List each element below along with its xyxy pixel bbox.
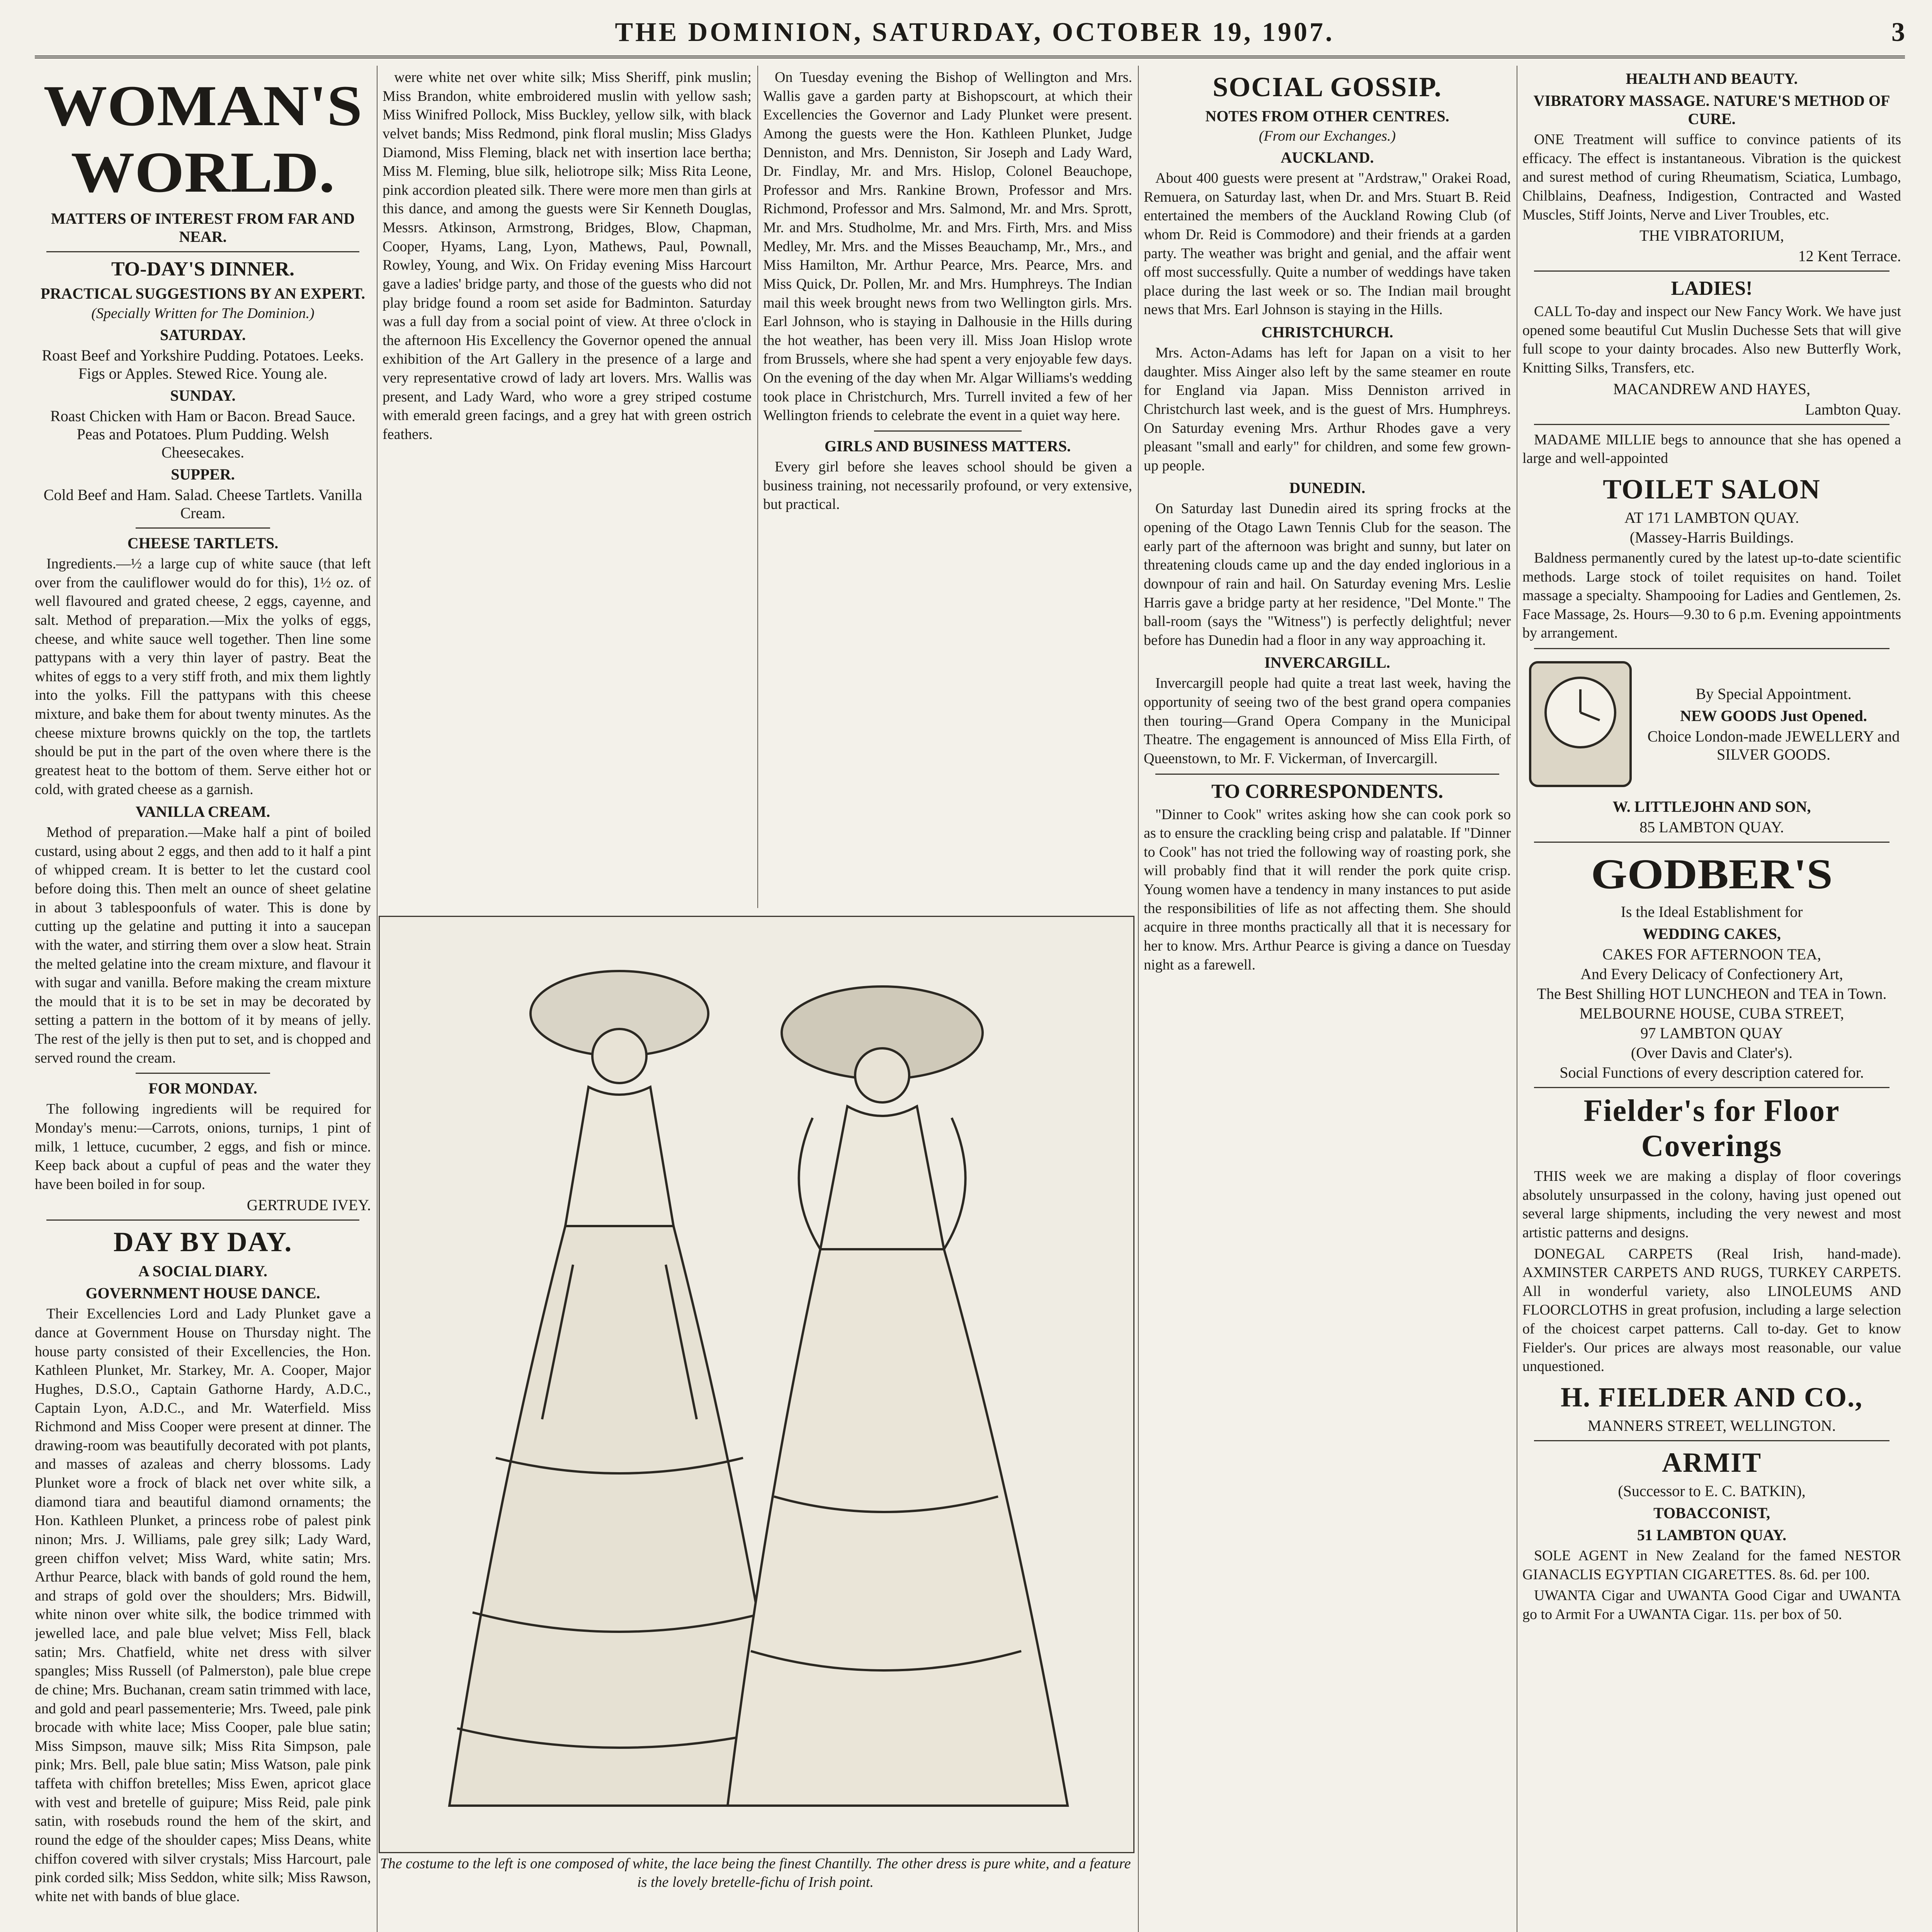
ad-text: Social Functions of every description catered for.	[1560, 1064, 1864, 1081]
ad-title: GODBER'S	[1591, 850, 1833, 898]
ad-address: MELBOURNE HOUSE, CUBA STREET,	[1579, 1005, 1844, 1022]
ad-text: Is the Ideal Establishment for	[1621, 903, 1803, 920]
fashion-illustration	[379, 916, 1134, 1853]
article-text: Mrs. Acton-Adams has left for Japan on a visit to her daughter. Miss Ainger also left by the same steamer en route for England via Japan. Miss Denniston arrived in Christchurch last week, and is the guest of Mrs. Humphreys. On Saturday evening Mrs. Arthur Rhodes gave a very pleasant "small and early" for children, and some few grown-up people.	[1144, 345, 1511, 474]
article-heading: GIRLS AND BUSINESS MATTERS.	[824, 437, 1071, 455]
column-rule	[377, 66, 378, 1932]
article-text: Invercargill people had quite a treat last week, having the opportunity of seeing two of the best grand opera companies then touring—Grand Opera Company in the Municipal Theatre. The engagement is announced of Miss Ella Firth, of Queenstown, to Mr. F. Vickerman, of Invercargill.	[1144, 675, 1511, 767]
ad-address: 12 Kent Terrace.	[1798, 247, 1901, 265]
ad-note: (Massey-Harris Buildings.	[1629, 528, 1794, 546]
ad-name: H. FIELDER AND CO.,	[1560, 1381, 1863, 1413]
ad-text: MADAME MILLIE begs to announce that she has opened a large and well-appointed	[1522, 431, 1901, 467]
article-subheading: NOTES FROM OTHER CENTRES.	[1205, 107, 1449, 125]
ad-text: SOLE AGENT in New Zealand for the famed NESTOR GIANACLIS EGYPTIAN CIGARETTES. 8s. 6d. per 100.	[1522, 1547, 1901, 1583]
ad-title: NEW GOODS Just Opened.	[1680, 707, 1867, 724]
article-section: GOVERNMENT HOUSE DANCE.	[85, 1284, 320, 1302]
city-label: DUNEDIN.	[1289, 479, 1366, 497]
ad-text: Baldness permanently cured by the latest up-to-date scientific methods. Large stock of toilet requisites on hand. Toilet massage a specialty. Shampooing for Ladies and Gentlemen, 2s. Face Massage, 2s. Hours—9.30 to 6 p.m. Evening appointments by arrangement.	[1522, 549, 1901, 641]
article-text: were white net over white silk; Miss Sheriff, pink muslin; Miss Brandon, white embroidered muslin with yellow sash; Miss Winifred Pollock, Miss Buckley, yellow silk, with black velvet bands; Miss Redmond, pink floral muslin; Miss Gladys Diamond, Miss Fleming, black net with insertion lace bertha; Miss M. Fleming, blue silk, heliotrope silk; Miss Rita Leone, pink accordion pleated silk. There were more men than girls at this dance, and among the guests were Sir Kenneth Douglas, Messrs. Atkinson, Armstrong, Bridges, Blow, Chapman, Cooper, Hyams, Lang, Lyon, Mathews, Paul, Pownall, Rowley, Young, and Wix. On Friday evening Miss Harcourt gave a ladies' bridge party, and those of the guests who did not play bridge found a room set aside for Badminton. Saturday was a full day from a social point of view. At three o'clock in the afternoon His Excellency the Governor opened the annual exhibition of the Art Gallery in the presence of a large and very representative crowd of lady art lovers. Mrs. Wallis was present, and Lady Ward, who wore a grey striped costume with emerald green facings, and a grey hat with green ostrich feathers.	[383, 69, 752, 442]
ad-title: ARMIT	[1662, 1447, 1762, 1478]
recipe-text: Ingredients.—½ a large cup of white sauce (that left over from the cauliflower would do for this), 1½ oz. of well flavoured and grated cheese, 2 eggs, cayenne, and salt. Method of preparation.—Mix the yolks of eggs, cheese, and white sauce well together. Then line some pattypans with a very thin layer of pastry. Beat the whites of eggs to a very stiff froth, and mix them lightly into the yolks. Fill the pattypans with this cheese mixture, and bake them for about twenty minutes. As the cheese mixture browns quickly on the top, the tartlets should be put in the part of the oven where there is the greatest heat to the bottom of them. Serve either hot or cold, with grated cheese as a garnish.	[35, 556, 371, 798]
ad-text: WEDDING CAKES,	[1643, 925, 1781, 942]
menu-text: Cold Beef and Ham. Salad. Cheese Tartlets. Vanilla Cream.	[43, 486, 362, 522]
ad-title: TOILET SALON	[1603, 473, 1821, 505]
article-heading: TO CORRESPONDENTS.	[1211, 780, 1444, 803]
column-rule	[1138, 66, 1139, 1932]
recipe-heading: CHEESE TARTLETS.	[127, 534, 279, 552]
ad-name: W. LITTLEJOHN AND SON,	[1612, 798, 1811, 815]
article-heading: TO-DAY'S DINNER.	[111, 258, 294, 280]
menu-label: SATURDAY.	[160, 326, 246, 344]
column-art-exhibition	[383, 1928, 1132, 1932]
ad-text: CALL To-day and inspect our New Fancy Work. We have just opened some beautiful Cut Muslin Duchesse Sets that will give full scope to your dainty brocades. Also new Butterfly Work, Knitting Silks, Transfers, etc.	[1522, 303, 1901, 376]
clock-icon	[1522, 655, 1638, 794]
ad-text: (Successor to E. C. BATKIN),	[1618, 1482, 1806, 1500]
article-text: About 400 guests were present at "Ardstraw," Orakei Road, Remuera, on Saturday last, when Dr. and Mrs. Stuart B. Reid entertained the members of the Auckland Rowing Club (of whom Dr. Reid is Commodore) and their friends at a garden party. The weather was bright and genial, and the affair went off most successfully. Quite a number of weddings have taken place during the last week or so. The Indian mail brought news that Mrs. Earl Johnson is staying in the Hills.	[1144, 170, 1511, 318]
newspaper-title: THE DOMINION, SATURDAY, OCTOBER 19, 1907.	[615, 17, 1335, 47]
article-text: Every girl before she leaves school should be given a business training, not necessarily profound, or very extensive, but practical.	[763, 458, 1132, 513]
fashion-drawing	[380, 917, 1133, 1852]
ad-text: Choice London-made JEWELLERY and SILVER GOODS.	[1647, 728, 1900, 763]
ad-address: 85 LAMBTON QUAY.	[1639, 818, 1784, 836]
ad-title: Fielder's for Floor Coverings	[1583, 1094, 1840, 1163]
article-text: On Saturday last Dunedin aired its spring frocks at the opening of the Otago Lawn Tennis Club for the season. The early part of the afternoon was bright and sunny, but later on threatening clouds came up and the day ended inglorious in a downpour of rain and hail. On Saturday evening Mrs. Leslie Harris gave a bridge party at her residence, "Del Monte." The ball-room (says the "Witness") is perfectly delightful; never before has Dunedin had a floor in any way approaching it.	[1144, 500, 1511, 648]
ad-note: (Over Davis and Clater's).	[1631, 1044, 1793, 1061]
menu-text: Roast Beef and Yorkshire Pudding. Potatoes. Leeks. Figs or Apples. Stewed Rice. Young ale.	[42, 347, 364, 382]
city-label: AUCKLAND.	[1281, 149, 1374, 166]
column-social-gossip	[1144, 66, 1511, 1932]
column-rule	[757, 66, 758, 908]
ad-text: DONEGAL CARPETS (Real Irish, hand-made). AXMINSTER CARPETS AND RUGS, TURKEY CARPETS. All in wonderful variety, also LINOLEUMS AND FLOORCLOTHS in great profusion, including a large selection of the choicest carpet patterns. Call to-day. Get to know Fielder's. Our prices are always most reasonable, our value unquestioned.	[1522, 1245, 1901, 1375]
ad-name: THE VIBRATORIUM,	[1639, 227, 1784, 245]
masthead	[35, 9, 1905, 58]
column-social-diary-cont	[383, 66, 752, 908]
article-subheading: A SOCIAL DIARY.	[138, 1262, 267, 1280]
column-social-diary-cont-2	[763, 66, 1132, 908]
author-signature: GERTRUDE IVEY.	[247, 1196, 371, 1214]
ad-text: CAKES FOR AFTERNOON TEA,	[1602, 946, 1821, 963]
recipe-text: Method of preparation.—Make half a pint of boiled custard, using about 2 eggs, and then add to it half a pint of whipped cream. It is better to let the custard cool before doing this. Then melt an ounce of sheet gelatine in about 3 tablespoonfuls of water. This is done by cutting up the gelatine and putting it into a saucepan with the water, and stirring them over a slow heat. Strain the melted gelatine into the cream mixture, and flavour it with sugar and vanilla. Before making the cream mixture the mould that it is to be set in may be decorated by setting a pattern in the bottom of it by means of jelly. The rest of the jelly is then put to set, and is chopped and served round the cream.	[35, 824, 371, 1066]
ad-heading: LADIES!	[1671, 277, 1753, 300]
article-text	[383, 1930, 1132, 1932]
ad-text: TOBACCONIST,	[1653, 1504, 1770, 1522]
page-number: 3	[1891, 17, 1905, 47]
ad-address: MANNERS STREET, WELLINGTON.	[1587, 1417, 1836, 1434]
menu-label: SUPPER.	[171, 466, 235, 483]
ad-text: The Best Shilling HOT LUNCHEON and TEA in Town.	[1537, 985, 1887, 1002]
illustration-caption: The costume to the left is one composed of white, the lace being the finest Chantilly. The other dress is pure white, and a feature is the lovely bretelle-fichu of Irish point.	[380, 1855, 1131, 1890]
menu-text: Roast Chicken with Ham or Bacon. Bread Sauce. Peas and Potatoes. Plum Pudding. Welsh Cheesecakes.	[50, 407, 355, 461]
section-title: WOMAN'S WORLD.	[43, 74, 362, 204]
city-label: CHRISTCHURCH.	[1261, 323, 1393, 341]
article-note: (Specially Written for The Dominion.)	[91, 305, 315, 321]
ad-name: MACANDREW AND HAYES,	[1613, 380, 1811, 398]
ad-text: And Every Delicacy of Confectionery Art,	[1580, 965, 1843, 983]
ad-text: UWANTA Cigar and UWANTA Good Cigar and UWANTA go to Armit For a UWANTA Cigar. 11s. per box of 50.	[1522, 1587, 1901, 1622]
column-small-ads	[1522, 66, 1901, 1932]
column-womans-world	[35, 66, 371, 1932]
section-subtitle: MATTERS OF INTEREST FROM FAR AND NEAR.	[51, 210, 355, 245]
ad-address: AT 171 LAMBTON QUAY.	[1624, 509, 1799, 526]
recipe-text: The following ingredients will be required for Monday's menu:—Carrots, onions, turnips, 1 pint of milk, 1 lettuce, cucumber, 2 eggs, and fish or mince. Keep back about a cupful of peas and the water they have been boiled in for soup.	[35, 1101, 371, 1192]
article-note: (From our Exchanges.)	[1259, 128, 1396, 144]
littlejohn-ad	[1522, 655, 1901, 794]
ad-text: THIS week we are making a display of floor coverings absolutely unsurpassed in the colony, having just opened out several large shipments, including the very newest and most artistic patterns and designs.	[1522, 1168, 1901, 1241]
article-text: Their Excellencies Lord and Lady Plunket gave a dance at Government House on Thursday night. The house party consisted of their Excellencies, the Hon. Kathleen Plunket, Mr. Starkey, Mr. A. Cooper, Major Hughes, D.S.O., Captain Gathorne Hardy, A.D.C., Captain Lyon, A.D.C., and Mr. Waterfield. Miss Richmond and Miss Cooper were present at dinner. The drawing-room was beautifully decorated with pot plants, and masses of azaleas and cherry blossoms. Lady Plunket wore a frock of black net over white silk, a diamond tiara and beautiful diamond ornaments; the Hon. Kathleen Plunket, a princess robe of palest pink ninon; Mrs. J. Williams, pale grey silk; Lady Ward, green chiffon velvet; Miss Ward, white satin; Mrs. Arthur Pearce, black with bands of gold round the hem, and straps of gold over the shoulders; Mrs. Bidwill, white ninon over white silk, the bodice trimmed with jewelled lace, and pale blue velvet; Miss Fell, black satin; Mrs. Chatfield, white net dress with silver spangles; Miss Russell (of Palmerston), pale blue crepe de chine; Mrs. Buchanan, cream satin trimmed with lace, and gold and pearl passementerie; Mrs. Tweed, pale pink brocade with white lace; Miss Cooper, pale blue satin; Miss Simpson, mauve silk; Miss Rita Simpson, pale pink; Mrs. Bell, pale blue satin; Miss Watson, pale pink taffeta with chiffon bretelles; Miss Ewen, apricot glace with vest and bretelle of guipure; Miss Reid, pale pink satin, with rosebuds round the hem of the skirt, and round the edge of the shoulder capes; Miss Deans, white chiffon covered with silver crystals; Miss Harcourt, pale pink corded silk; Miss Seddon, white silk; Miss Rawson, white net with bands of blue glace.	[35, 1306, 371, 1905]
article-heading: DAY BY DAY.	[113, 1226, 293, 1258]
ad-heading: HEALTH AND BEAUTY.	[1626, 70, 1798, 87]
article-text: "Dinner to Cook" writes asking how she can cook pork so as to ensure the crackling being crisp and palatable. If "Dinner to Cook" has not tried the following way of roasting pork, she will probably find that it will render the pork quite crisp. Young women have a tendency in many instances to put aside the responsibilities of life as not affecting them. She should acquire in three months practically all that it is necessary for her to know. Mrs. Arthur Pearce is giving a dance on Tuesday night as a farewell.	[1144, 806, 1511, 973]
ad-address: 51 LAMBTON QUAY.	[1637, 1526, 1787, 1544]
recipe-heading: FOR MONDAY.	[148, 1080, 257, 1097]
city-label: INVERCARGILL.	[1264, 654, 1390, 672]
ad-subheading: VIBRATORY MASSAGE. NATURE'S METHOD OF CURE.	[1533, 92, 1890, 128]
ad-address: 97 LAMBTON QUAY	[1640, 1024, 1783, 1042]
menu-label: SUNDAY.	[170, 387, 236, 404]
ad-text: ONE Treatment will suffice to convince patients of its efficacy. The effect is instantaneous. Vibration is the quickest and surest method of curing Rheumatism, Sciatica, Lumbago, Chilblains, Deafness, Indigestion, Contracted and Wasted Muscles, Stiff Joints, Nerve and Liver Troubles, etc.	[1522, 131, 1901, 223]
ad-address: Lambton Quay.	[1805, 400, 1901, 418]
article-heading: SOCIAL GOSSIP.	[1213, 71, 1442, 102]
ad-text: By Special Appointment.	[1696, 685, 1852, 702]
recipe-heading: VANILLA CREAM.	[135, 803, 270, 821]
article-text: On Tuesday evening the Bishop of Wellington and Mrs. Wallis gave a garden party at Bishopscourt, at which their Excellencies the Governor and Lady Plunket were present. Among the guests were the Hon. Kathleen Plunket, Judge Denniston, and Mrs. Denniston, Sir Joseph and Lady Ward, Dr. Findlay, Mr. and Mrs. Hislop, Colonel Beauchope, Professor and Mrs. Rankine Brown, Professor and Mrs. Richmond, Professor and Mrs. Salmond, Mr. and Mrs. Sprott, Mr. and Mrs. Studholme, Mr. and Mrs. Firth, Mrs. and Miss Medley, Mr. Mrs. and the Misses Beauchamp, Mr., Mrs., and Miss Hamilton, Mr. Arthur Pearce, Mrs. Pearce, Mrs. and Miss Quick, Dr. Pollen, Mr. and Mrs. Humphreys. The Indian mail this week brought news from two Wellington girls. Mrs. Earl Johnson, who is staying in Dalhousie in the Hills during the hot weather, has been very ill. Miss Joan Hislop wrote from Brussels, where she had spent a very enjoyable few days. On the evening of the day when Mr. Algar Williams's wedding took place in Christchurch, Mrs. Turrell invited a few of her Wellington friends to celebrate the event in a quiet way here.	[763, 69, 1132, 424]
article-subheading: PRACTICAL SUGGESTIONS BY AN EXPERT.	[41, 285, 365, 302]
